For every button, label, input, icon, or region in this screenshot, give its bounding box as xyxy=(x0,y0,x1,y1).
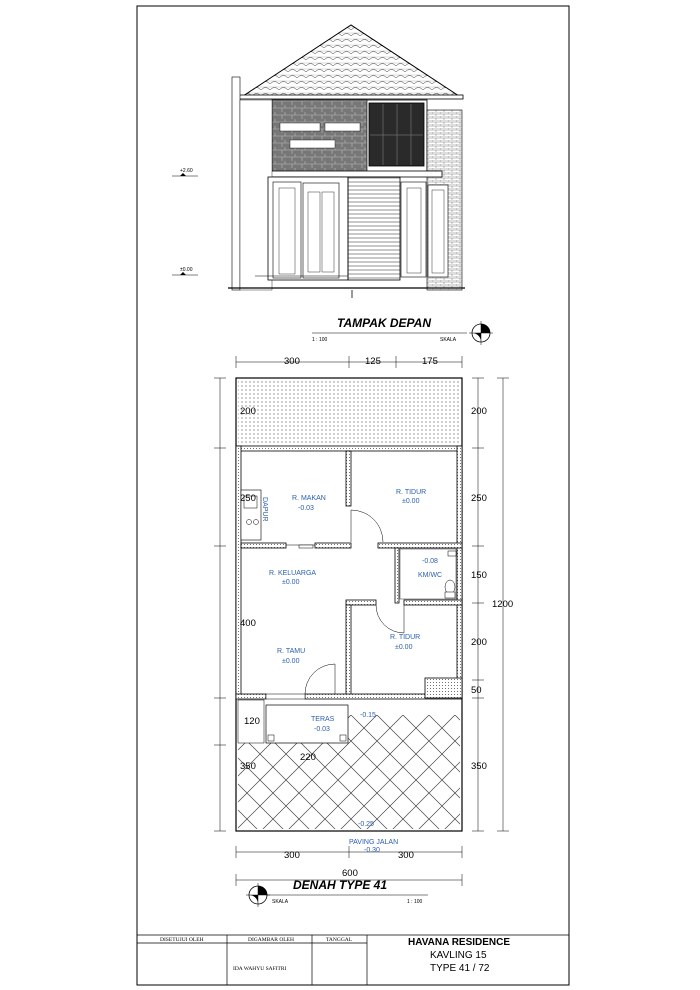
elevation-scale-label: SKALA xyxy=(440,337,457,343)
dim-top-3: 175 xyxy=(422,356,438,367)
dim-left-2: 250 xyxy=(240,493,256,504)
dim-right-3: 150 xyxy=(471,570,487,581)
drawn-by-label: DIGAMBAR OLEH xyxy=(248,937,294,943)
road-level: -0.30 xyxy=(364,847,380,854)
front-door xyxy=(303,183,339,278)
room-living-name: R. TAMU xyxy=(277,648,306,655)
room-bedroom2-name: R. TIDUR xyxy=(390,634,421,641)
level-upper: +2.60 xyxy=(180,168,193,174)
approved-by-label: DISETUJUI OLEH xyxy=(160,937,204,943)
terrace-slab xyxy=(266,705,348,743)
elevation-scale-value: 1 : 100 xyxy=(312,337,328,343)
dim-right-2: 250 xyxy=(471,493,487,504)
room-living-level: ±0.00 xyxy=(282,658,300,665)
room-terrace-name: TERAS xyxy=(311,716,335,723)
room-bath-level: -0.08 xyxy=(422,558,438,565)
stone-cladding xyxy=(272,100,367,172)
room-bath-name: KM/WC xyxy=(418,572,443,579)
road-name: PAVING JALAN xyxy=(349,839,399,846)
elevation-title: TAMPAK DEPAN xyxy=(337,316,431,330)
upper-window xyxy=(369,103,424,166)
level-ground: ±0.00 xyxy=(180,267,193,273)
plan-scale-label: SKALA xyxy=(272,899,289,905)
front-elevation xyxy=(172,25,465,298)
left-window xyxy=(273,182,301,278)
level-carport: -0.15 xyxy=(360,712,376,719)
plan-scale-value: 1 : 100 xyxy=(407,899,423,905)
floor-plan xyxy=(214,356,509,886)
dim-right-1: 200 xyxy=(471,406,487,417)
roof-shape xyxy=(240,25,462,98)
dim-overall-right: 1200 xyxy=(492,599,514,610)
drawer-name: IDA WAHYU SAFITRI xyxy=(233,966,287,972)
room-terrace-level: -0.03 xyxy=(314,726,330,733)
dim-right-4: 200 xyxy=(471,637,487,648)
dim-overall-bottom: 600 xyxy=(342,868,358,879)
dim-top-2: 125 xyxy=(365,356,381,367)
dim-bottom-1: 300 xyxy=(284,850,300,861)
kavling-label: KAVLING 15 xyxy=(430,950,487,961)
dim-left-5: 350 xyxy=(240,761,256,772)
room-bedroom2-level: ±0.00 xyxy=(395,644,413,651)
room-kitchen-name: DAPUR xyxy=(261,497,268,522)
dim-bottom-2: 300 xyxy=(398,850,414,861)
room-bedroom1-level: ±0.00 xyxy=(402,498,420,505)
date-label: TANGGAL xyxy=(326,937,353,943)
dim-right-5: 50 xyxy=(471,685,482,696)
room-dining-name: R. MAKAN xyxy=(292,495,326,502)
room-family-name: R. KELUARGA xyxy=(269,570,317,577)
dim-right-6: 350 xyxy=(471,761,487,772)
room-bedroom1-name: R. TIDUR xyxy=(396,489,427,496)
project-name: HAVANA RESIDENCE xyxy=(408,937,511,948)
dim-top-1: 300 xyxy=(284,356,300,367)
level-front: -0.25 xyxy=(358,821,374,828)
back-garden xyxy=(238,380,460,447)
type-label: TYPE 41 / 72 xyxy=(430,963,490,974)
plan-title: DENAH TYPE 41 xyxy=(293,878,388,892)
north-arrow-icon xyxy=(469,321,493,345)
dim-left-3: 400 xyxy=(240,618,256,629)
garage-fence xyxy=(348,177,400,280)
right-window xyxy=(401,182,426,277)
dim-left-1: 200 xyxy=(240,406,256,417)
room-family-level: ±0.00 xyxy=(282,579,300,586)
dim-teras: 220 xyxy=(300,752,316,763)
dim-left-4: 120 xyxy=(244,716,260,727)
room-dining-level: -0.03 xyxy=(298,505,314,512)
